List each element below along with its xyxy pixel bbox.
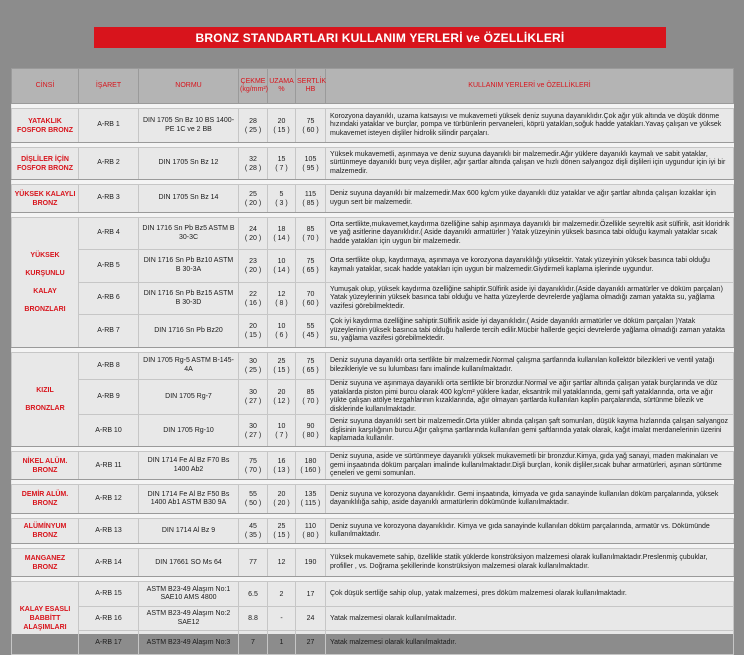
norm-cell: DIN 1716 Sn Pb Bz10 ASTM B 30-3A (139, 250, 239, 283)
type-cell: KIZIL BRONZLAR (12, 353, 79, 447)
uzama-cell: 20 ( 20 ) (268, 485, 296, 514)
type-cell: YATAKLIK FOSFOR BRONZ (12, 109, 79, 143)
type-cell: ALÜMİNYUM BRONZ (12, 519, 79, 544)
table-row (12, 380, 734, 415)
sertlik-cell: 55 ( 45 ) (296, 315, 326, 348)
desc-cell: Çok düşük sertliğe sahip olup, yatak malzemesi, pres döküm malzemesi olarak kullanılmaktadır. (326, 582, 734, 607)
table-row (12, 315, 734, 348)
norm-cell: DIN 1714 Fe Al Bz F70 Bs 1400 Ab2 (139, 452, 239, 480)
uzama-cell: 18 ( 14 ) (268, 218, 296, 250)
header-uzama-unit: % (278, 86, 285, 93)
cekme-cell: 24 ( 20 ) (239, 218, 268, 250)
code-cell: A-RB 3 (79, 185, 139, 213)
norm-cell: ASTM B23-49 Alaşım No:3 (139, 631, 239, 655)
uzama-cell: 25 ( 15 ) (268, 519, 296, 544)
code-cell: A-RB 1 (79, 109, 139, 143)
desc-cell: Deniz suyuna dayanıklı bir malzemedir.Max 600 kg/cm yüke dayanıklı düz yataklar ve ağır şartlar altında çalışan kızaklar için uygun sert bir malzemedir. (326, 185, 734, 213)
cekme-cell: 22 ( 16 ) (239, 283, 268, 315)
header-isaret: İŞARET (79, 69, 139, 104)
cekme-cell: 30 ( 27 ) (239, 415, 268, 447)
desc-cell: Deniz suyuna dayanıklı sert bir malzemedir.Orta yükler altında çalışan şaft somunları, düşük kayma hızlarında çalışan salyangoz dişlisinin karşılığının burcu.Ağır çalışma şartlarında kullanılan gemi şaftlarında yatak olarak, kağıt imalat merdanelerinin üzerini kaplamada kullanılır. (326, 415, 734, 447)
cekme-cell: 45 ( 35 ) (239, 519, 268, 544)
cekme-cell: 6.5 (239, 582, 268, 607)
code-cell: A-RB 10 (79, 415, 139, 447)
table-row (12, 148, 734, 180)
desc-cell: Yumuşak olup, yüksek kaydırma özelliğine sahiptir.Sülfirik aside iyi dayanıklıdır.(Aside dayanıklı armatürler ve döküm parçaları) Yatak yüzeylerinin yüksek basınca tabi olduğu ve hatta yüzeylerde devrelerde yağlama olmadığı zaman yatakta su, yağlama vazifesi görebilmektedir. (326, 283, 734, 315)
sertlik-cell: 135 ( 115 ) (296, 485, 326, 514)
uzama-cell: 20 ( 12 ) (268, 380, 296, 415)
sertlik-cell: 75 ( 65 ) (296, 250, 326, 283)
type-cell: MANGANEZ BRONZ (12, 549, 79, 577)
norm-cell: ASTM B23-49 Alaşım No:2 SAE12 (139, 607, 239, 631)
type-cell: DİŞLİLER İÇİN FOSFOR BRONZ (12, 148, 79, 180)
sertlik-cell: 105 ( 95 ) (296, 148, 326, 180)
header-uzama (268, 69, 296, 104)
code-cell: A-RB 13 (79, 519, 139, 544)
type-cell: YÜKSEK KALAYLI BRONZ (12, 185, 79, 213)
header-cinsi: CİNSİ (12, 69, 79, 104)
sertlik-cell: 180 ( 160 ) (296, 452, 326, 480)
uzama-cell: 2 (268, 582, 296, 607)
uzama-cell: 20 ( 15 ) (268, 109, 296, 143)
norm-cell: ASTM B23-49 Alaşım No:1 SAE10 AMS 4800 (139, 582, 239, 607)
desc-cell: Deniz suyuna ve korozyona dayanıklıdır. Gemi inşaatında, kimyada ve gıda sanayinde kullanılan döküm parçalarında, yüksek dayanıklılığa sahip, aside dayanıklı armatürlerin dökümünde kullanılmaktadır. (326, 485, 734, 514)
norm-cell: DIN 1714 Fe Al Bz F50 Bs 1400 Ab1 ASTM B30 9A (139, 485, 239, 514)
uzama-cell: 1 (268, 631, 296, 655)
norm-cell: DIN 1716 Sn Pb Bz15 ASTM B 30-3D (139, 283, 239, 315)
code-cell: A-RB 11 (79, 452, 139, 480)
type-cell: YÜKSEK KURŞUNLU KALAY BRONZLARI (12, 218, 79, 348)
code-cell: A-RB 7 (79, 315, 139, 348)
table-row (12, 452, 734, 480)
desc-cell: Yüksek mukavemetli, aşınmaya ve deniz suyuna dayanıklı bir malzemedir.Ağır yüklere dayanıklı kaymalı ve sabit yataklar, sürtünmeye dayanıklı burç veya dişliler, ağır şartlar altında çalışan ve hızlı dönen salyangoz dişli dişlileri için uygundur için iyi bir malzemedir. (326, 148, 734, 180)
norm-cell: DIN 1705 Sn Bz 12 (139, 148, 239, 180)
cekme-cell: 75 ( 70 ) (239, 452, 268, 480)
desc-cell: Deniz suyuna dayanıklı orta sertlikte bir malzemedir.Normal çalışma şartlarında kullanılan kollektör bilezikleri ve ventil yatağı bilezikleriyle ve su lulumbası fanı imalinde kullanılmaktadır. (326, 353, 734, 380)
cekme-cell: 32 ( 28 ) (239, 148, 268, 180)
norm-cell: DIN 1716 Sn Pb Bz20 (139, 315, 239, 348)
uzama-cell: 16 ( 13 ) (268, 452, 296, 480)
desc-cell: Deniz suyuna, aside ve sürtünmeye dayanıklı yüksek mukavemetli bir bronzdur.Kimya, gıda yağ sanayi, maden makinaları ve gemi inşaatında döküm parçaları imalinde kullanılmaktadır.Dişli burçları, konik dişliler,sıcak buhar armatürleri, aşınan sürtünme çeneleri ve gemi somunları. (326, 452, 734, 480)
header-cekme-label: ÇEKME (240, 78, 266, 85)
code-cell: A-RB 5 (79, 250, 139, 283)
page-title: BRONZ STANDARTLARI KULLANIM YERLERİ ve ÖZELLİKLERİ (94, 27, 666, 48)
type-cell: NİKEL ALÜM. BRONZ (12, 452, 79, 480)
header-cekme (239, 69, 268, 104)
norm-cell: DIN 1705 Rg-10 (139, 415, 239, 447)
table-row (12, 519, 734, 544)
norm-cell: DIN 1714 Al Bz 9 (139, 519, 239, 544)
desc-cell: Yatak malzemesi olarak kullanılmaktadır. (326, 607, 734, 631)
sertlik-cell: 75 ( 65 ) (296, 353, 326, 380)
desc-cell: Deniz suyuna ve aşınmaya dayanıklı orta sertlikte bir bronzdur.Normal ve ağır şartlar altında çalışan yatak burçlarında ve düz yataklarda piston pimi burcu olarak 400 kg/cm² yüklere kadar, eksantrik mil yataklarında, gemi şaft yataklarında, orta ve ağır yükte çalışan atölye tezgahlarının kızaklarında, ağır olmayan şartlarda kullanılan kaplin parçalarında, sürtünme bilezik ve disklerinde kullanılmaktadır. (326, 380, 734, 415)
sertlik-cell: 110 ( 80 ) (296, 519, 326, 544)
uzama-cell: - (268, 607, 296, 631)
norm-cell: DIN 1716 Sn Pb Bz5 ASTM B 30-3C (139, 218, 239, 250)
sertlik-cell: 115 ( 85 ) (296, 185, 326, 213)
table-row (12, 549, 734, 577)
cekme-cell: 28 ( 25 ) (239, 109, 268, 143)
table-row (12, 109, 734, 143)
cekme-cell: 23 ( 20 ) (239, 250, 268, 283)
sertlik-cell: 75 ( 60 ) (296, 109, 326, 143)
code-cell: A-RB 17 (79, 631, 139, 655)
table-row (12, 353, 734, 380)
header-cekme-unit: (kg/mm²) (240, 86, 268, 93)
desc-cell: Korozyona dayanıklı, uzama katsayısı ve mukavemeti yüksek deniz suyuna dayanıklıdır.Çok ağır yük altında ve düşük dönme hızındaki yataklar ve burçlar, pompa ve türbünlerin pervaneleri, köprü yatakları,soğuk hadde yatakları.Yavaş çalışan ve yüksek mukavemet isteyen dişliler hidrolik silindir parçaları. (326, 109, 734, 143)
header-sertlik (296, 69, 326, 104)
standards-table (11, 68, 734, 655)
code-cell: A-RB 2 (79, 148, 139, 180)
desc-cell: Deniz suyuna ve korozyona dayanıklıdır. Kimya ve gıda sanayinde kullanılan döküm parçalarında, armatür vs. Dökümünde kullanılmaktadır. (326, 519, 734, 544)
code-cell: A-RB 9 (79, 380, 139, 415)
desc-cell: Orta sertlikte,mukavemet,kaydırma özelliğine sahip aşınmaya dayanıklı bir malzemedir.Özellikle seyreltik asit sülfirik, asit kloridrik ve yağ asitlerine dayanıklıdır.( Aside dayanıklı armatürler ) Yatak yüzeyinin yüksek basınca tabi olduğu kaymalı yataklar sıcak hadde yatakları için uygun bir malzemedir. (326, 218, 734, 250)
uzama-cell: 10 ( 14 ) (268, 250, 296, 283)
cekme-cell: 8.8 (239, 607, 268, 631)
cekme-cell: 30 ( 27 ) (239, 380, 268, 415)
sertlik-cell: 190 (296, 549, 326, 577)
code-cell: A-RB 15 (79, 582, 139, 607)
code-cell: A-RB 14 (79, 549, 139, 577)
table-row (12, 283, 734, 315)
table-row (12, 415, 734, 447)
table-row (12, 582, 734, 607)
uzama-cell: 5 ( 3 ) (268, 185, 296, 213)
sertlik-cell: 27 (296, 631, 326, 655)
norm-cell: DIN 1705 Rg-7 (139, 380, 239, 415)
header-kullanim: KULLANIM YERLERİ ve ÖZELLİKLERİ (326, 69, 734, 104)
table-row (12, 250, 734, 283)
norm-cell: DIN 17661 SO Ms 64 (139, 549, 239, 577)
desc-cell: Yatak malzemesi olarak kullanılmaktadır. (326, 631, 734, 655)
code-cell: A-RB 8 (79, 353, 139, 380)
header-sertlik-unit: HB (305, 86, 316, 93)
uzama-cell: 12 (268, 549, 296, 577)
cekme-cell: 30 ( 25 ) (239, 353, 268, 380)
table-row (12, 218, 734, 250)
code-cell: A-RB 12 (79, 485, 139, 514)
table-row (12, 485, 734, 514)
desc-cell: Çok iyi kaydırma özelliğine sahiptir.Sülfirik aside iyi dayanıklıdır.( Aside dayanıklı armatürler ve döküm parçaları )Yatak yüzeylerinin yüksek basınca tabi olduğu hallerde tercih edilir.Mücbir hallerde geçici devrelerde yağlama olmadığı zaman yatakta su, yağlama vazifesi görebilmektedir. (326, 315, 734, 348)
code-cell: A-RB 4 (79, 218, 139, 250)
code-cell: A-RB 6 (79, 283, 139, 315)
uzama-cell: 25 ( 15 ) (268, 353, 296, 380)
table-row (12, 185, 734, 213)
desc-cell: Yüksek mukavemete sahip, özellikle statik yüklerde konstrüksiyon malzemesi olarak kullanılmaktadır.Preslenmiş çubuklar, profiller , vs. Doğrama şekillerinde konstrüksiyon malzemesi olarak kullanılmaktadır. (326, 549, 734, 577)
header-sertlik-label: SERTLİK (297, 78, 327, 85)
sertlik-cell: 90 ( 80 ) (296, 415, 326, 447)
header-normu: NORMU (139, 69, 239, 104)
header-uzama-label: UZAMA (269, 78, 294, 85)
table-row (12, 631, 734, 655)
uzama-cell: 10 ( 7 ) (268, 415, 296, 447)
cekme-cell: 55 ( 50 ) (239, 485, 268, 514)
bronze-standards-table (11, 68, 733, 647)
table-row (12, 607, 734, 631)
header-row (12, 69, 734, 104)
sertlik-cell: 85 ( 70 ) (296, 380, 326, 415)
sertlik-cell: 85 ( 70 ) (296, 218, 326, 250)
norm-cell: DIN 1705 Sn Bz 10 BS 1400-PE 1C ve 2 BB (139, 109, 239, 143)
cekme-cell: 7 (239, 631, 268, 655)
type-cell: KALAY ESASLI BABBİTT ALAŞIMLARI (12, 582, 79, 655)
cekme-cell: 25 ( 20 ) (239, 185, 268, 213)
sertlik-cell: 24 (296, 607, 326, 631)
norm-cell: DIN 1705 Rg-5 ASTM B-145-4A (139, 353, 239, 380)
cekme-cell: 77 (239, 549, 268, 577)
sertlik-cell: 70 ( 60 ) (296, 283, 326, 315)
cekme-cell: 20 ( 15 ) (239, 315, 268, 348)
uzama-cell: 15 ( 7 ) (268, 148, 296, 180)
sertlik-cell: 17 (296, 582, 326, 607)
norm-cell: DIN 1705 Sn Bz 14 (139, 185, 239, 213)
desc-cell: Orta sertlikte olup, kaydırmaya, aşınmaya ve korozyona dayanıklılığı yüksektir. Yatak yüzeyinin yüksek basınca tabi olduğu kaymalı yataklar, sıcak hadde yatakları için uygun bir malzemedir.Giydirmeli kaplama işlerinde uygundur. (326, 250, 734, 283)
code-cell: A-RB 16 (79, 607, 139, 631)
uzama-cell: 10 ( 6 ) (268, 315, 296, 348)
type-cell: DEMİR ALÜM. BRONZ (12, 485, 79, 514)
uzama-cell: 12 ( 8 ) (268, 283, 296, 315)
